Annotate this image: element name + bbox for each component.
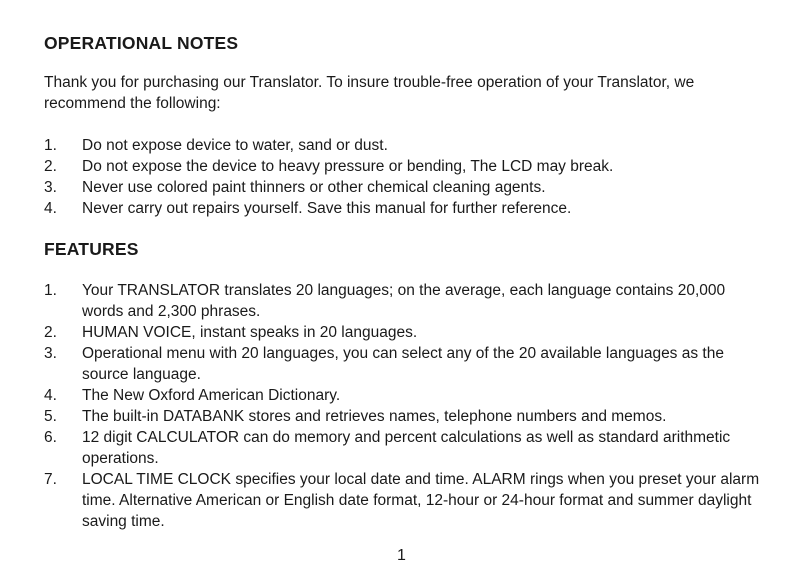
note-item-2 (44, 156, 764, 177)
feature-text: Operational menu with 20 languages, you can select any of the 20 available languages as the source language. (82, 345, 724, 383)
feature-text: The built-in DATABANK stores and retrieves names, telephone numbers and memos. (82, 408, 667, 425)
note-number: 1. (44, 137, 57, 154)
feature-number: 3. (44, 345, 57, 362)
feature-item-3 (44, 343, 764, 385)
features-list (44, 280, 764, 532)
manual-page (44, 32, 764, 532)
feature-number: 1. (44, 282, 57, 299)
operational-notes-heading: OPERATIONAL NOTES (44, 33, 239, 53)
operational-notes-list (44, 135, 764, 219)
feature-item-2 (44, 322, 764, 343)
features-heading: FEATURES (44, 239, 139, 259)
note-text: Never use colored paint thinners or other chemical cleaning agents. (82, 179, 546, 196)
feature-number: 4. (44, 387, 57, 404)
note-item-4 (44, 198, 764, 219)
feature-text: The New Oxford American Dictionary. (82, 387, 341, 404)
feature-item-6 (44, 427, 764, 469)
note-number: 2. (44, 158, 57, 175)
feature-text: HUMAN VOICE, instant speaks in 20 languages. (82, 324, 418, 341)
note-item-3 (44, 177, 764, 198)
feature-number: 2. (44, 324, 57, 341)
feature-number: 6. (44, 429, 57, 446)
page-number: 1 (397, 547, 406, 564)
feature-item-5 (44, 406, 764, 427)
feature-number: 5. (44, 408, 57, 425)
note-number: 3. (44, 179, 57, 196)
feature-number: 7. (44, 471, 57, 488)
feature-item-1 (44, 280, 764, 322)
feature-text: 12 digit CALCULATOR can do memory and percent calculations as well as standard arithmetic operations. (82, 429, 731, 467)
operational-notes-intro: Thank you for purchasing our Translator. To insure trouble-free operation of your Translator, we recommend the following: (44, 74, 695, 112)
feature-text: Your TRANSLATOR translates 20 languages; on the average, each language contains 20,000 words and 2,300 phrases. (82, 282, 726, 320)
feature-item-7 (44, 469, 764, 532)
feature-item-4 (44, 385, 764, 406)
note-text: Do not expose the device to heavy pressure or bending, The LCD may break. (82, 158, 614, 175)
note-number: 4. (44, 200, 57, 217)
note-text: Never carry out repairs yourself. Save this manual for further reference. (82, 200, 572, 217)
note-item-1 (44, 135, 764, 156)
note-text: Do not expose device to water, sand or dust. (82, 137, 388, 154)
feature-text: LOCAL TIME CLOCK specifies your local date and time. ALARM rings when you preset your alarm time. Alternative American or English date format, 12-hour or 24-hour format and summer daylight saving time. (82, 471, 760, 530)
